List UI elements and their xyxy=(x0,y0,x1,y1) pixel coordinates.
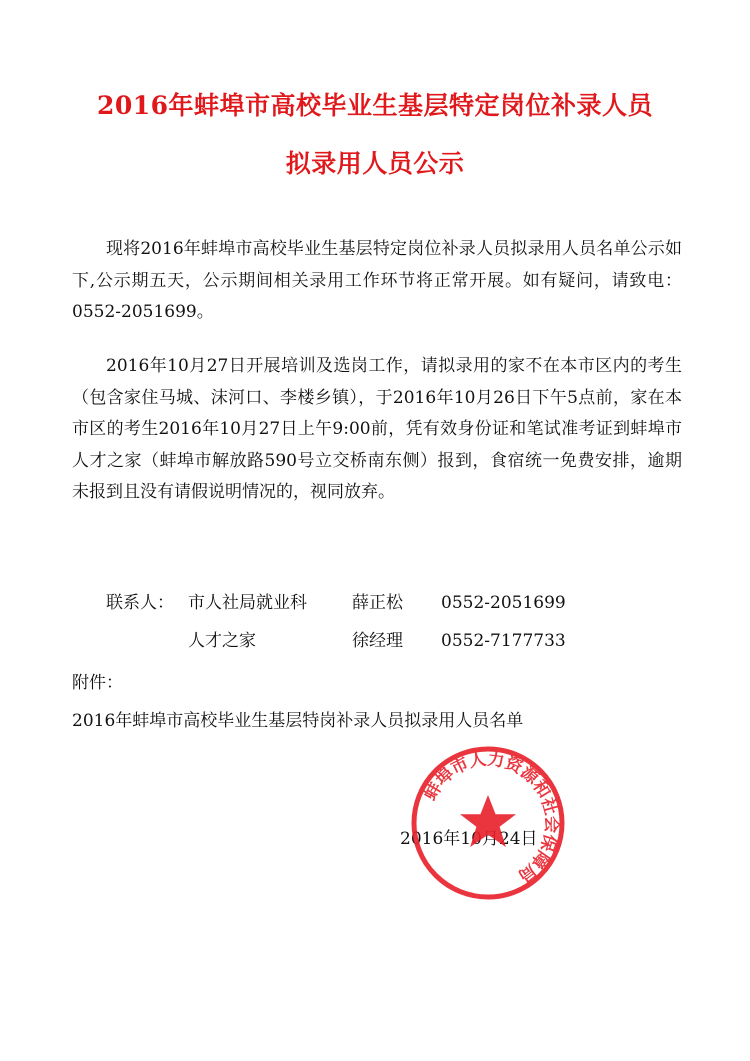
contact-org: 人才之家 xyxy=(188,631,256,651)
contact-org: 市人社局就业科 xyxy=(188,593,307,613)
document-title-line-1: 2016年蚌埠市高校毕业生基层特定岗位补录人员 xyxy=(96,91,654,120)
contact-person: 徐经理 xyxy=(352,631,403,651)
notice-paragraph-1: 现将2016年蚌埠市高校毕业生基层特定岗位补录人员拟录用人员名单公示如下,公示期五天，公示期间相关录用工作环节将正常开展。如有疑问，请致电：0552-2051699。 xyxy=(72,239,682,322)
contact-person: 薛正松 xyxy=(352,593,403,613)
document-date: 2016年10月24日 xyxy=(400,829,538,849)
document-title-line-2: 拟录用人员公示 xyxy=(285,149,465,178)
official-seal-icon xyxy=(408,743,568,903)
contact-phone: 0552-7177733 xyxy=(441,631,566,651)
attachment-label: 附件： xyxy=(72,673,123,693)
seal-text-path: 蚌埠市人力资源和社会保障局 xyxy=(420,749,562,886)
notice-paragraph-2: 2016年10月27日开展培训及选岗工作，请拟录用的家不在本市区内的考生（包含家住马城、沫河口、李楼乡镇），于2016年10月26日下午5点前，家在本市区的考生2016年10月27日上午9:00前，凭有效身份证和笔试准考证到蚌埠市人才之家（蚌埠市解放路590号立交桥南东侧）报到，食宿统一免费安排，逾期未报到且没有请假说明情况的，视同放弃。 xyxy=(72,356,682,502)
contact-label: 联系人： xyxy=(106,593,174,613)
attachment-name: 2016年蚌埠市高校毕业生基层特岗补录人员拟录用人员名单 xyxy=(72,711,524,731)
seal-star-icon xyxy=(460,795,516,847)
contact-phone: 0552-2051699 xyxy=(441,593,566,613)
